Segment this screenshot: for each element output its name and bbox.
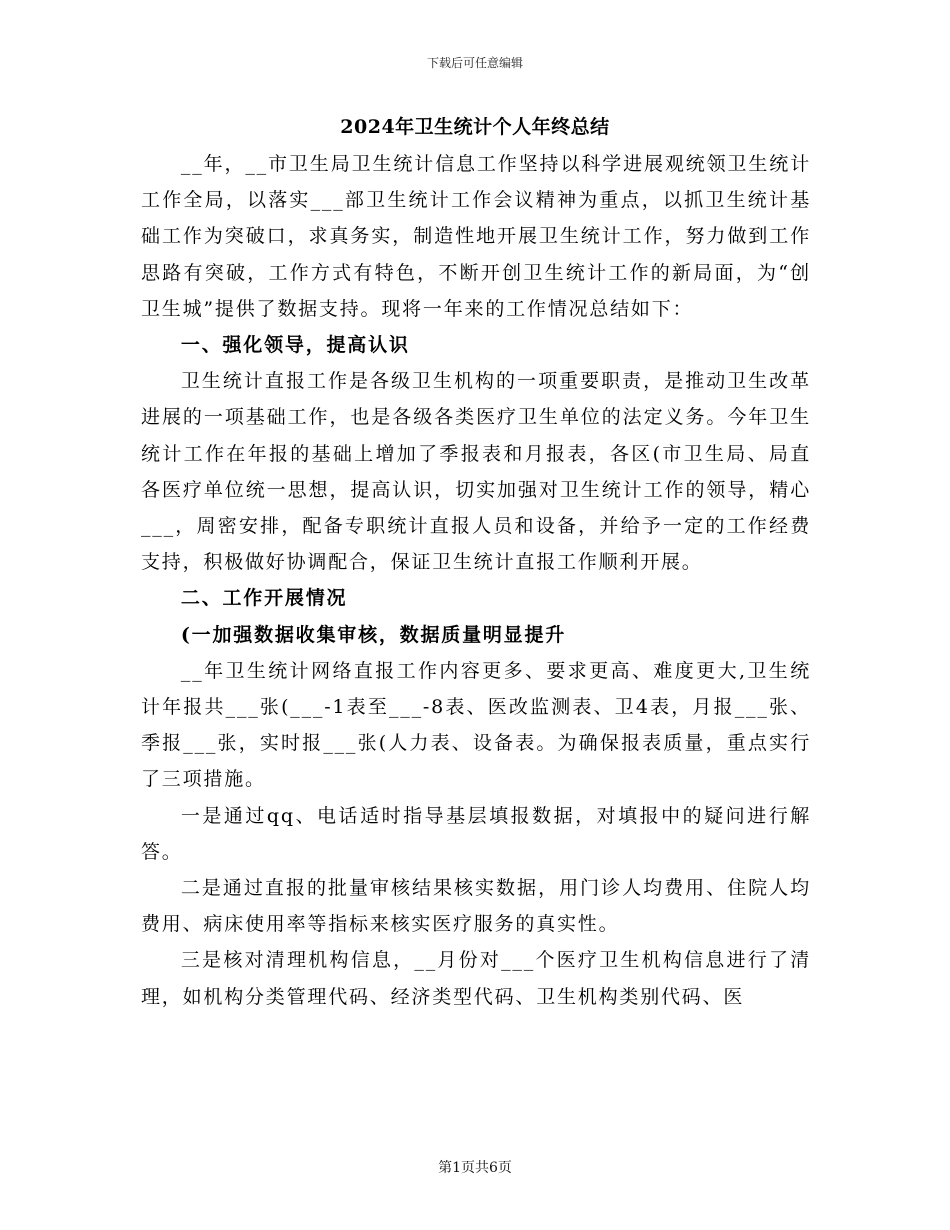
paragraph-leadership: 卫生统计直报工作是各级卫生机构的一项重要职责，是推动卫生改革进展的一项基础工作，也是各级各类医疗卫生单位的法定义务。今年卫生统计工作在年报的基础上增加了季报表和月报表，各区(市卫生局、局直各医疗单位统一思想，提高认识，切实加强对卫生统计工作的领导，精心___，周密安排，配备专职统计直报人员和设备，并给予一定的工作经费支持，积极做好协调配合，保证卫生统计直报工作顺利开展。 — [141, 370, 811, 574]
page-number: 第1页共6页 — [438, 1160, 512, 1176]
subsection-heading-1: (一加强数据收集审核，数据质量明显提升 — [180, 623, 567, 646]
section-heading-2: 二、工作开展情况 — [180, 587, 348, 610]
section-heading-1: 一、强化领导，提高认识 — [180, 334, 410, 357]
paragraph-measure-2: 二是通过直报的批量审核结果核实数据，用门诊人均费用、住院人均费用、病床使用率等指标来核实医疗服务的真实性。 — [141, 877, 811, 936]
paragraph-intro: __年，__市卫生局卫生统计信息工作坚持以科学进展观统领卫生统计工作全局，以落实___部卫生统计工作会议精神为重点，以抓卫生统计基础工作为突破口，求真务实，制造性地开展卫生统计工作，努力做到工作思路有突破，工作方式有特色，不断开创卫生统计工作的新局面，为“创卫生城”提供了数据支持。现将一年来的工作情况总结如下： — [141, 153, 811, 320]
paragraph-measure-3: 三是核对清理机构信息，__月份对___个医疗卫生机构信息进行了清理，如机构分类管理代码、经济类型代码、卫生机构类别代码、医 — [141, 949, 811, 1008]
document-title: 2024年卫生统计个人年终总结 — [340, 116, 610, 138]
header-note: 下载后可任意编辑 — [426, 56, 523, 70]
paragraph-measure-1: 一是通过qq、电话适时指导基层填报数据，对填报中的疑问进行解答。 — [141, 804, 811, 863]
paragraph-data-collection: __年卫生统计网络直报工作内容更多、要求更高、难度更大,卫生统计年报共___张(___-1表至___-8表、医改监测表、卫4表，月报___张、季报___张，实时报___张(人力表、设备表。为确保报表质量，重点实行了三项措施。 — [141, 659, 811, 791]
document-body — [141, 146, 811, 1015]
